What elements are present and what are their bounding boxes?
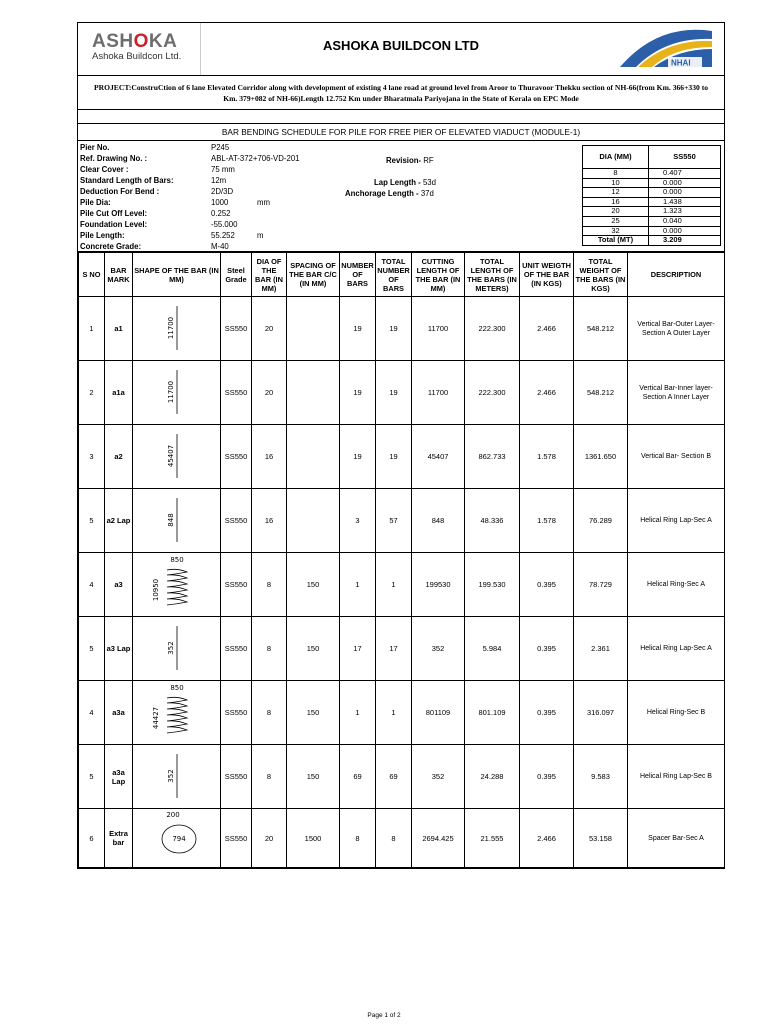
cell-tlen: 222.300: [465, 361, 520, 425]
cell-unit: 0.395: [520, 617, 574, 681]
cell-nbars: 8: [340, 809, 376, 868]
column-header: SHAPE OF THE BAR (IN MM): [133, 253, 221, 297]
column-header: SPACING OF THE BAR C/C (IN MM): [287, 253, 340, 297]
table-row: [79, 681, 725, 745]
column-header: UNIT WEIGTH OF THE BAR (IN KGS): [520, 253, 574, 297]
table-row: [79, 489, 725, 553]
document-header: [78, 23, 724, 76]
pile-info-section: [78, 141, 724, 252]
svg-text:44427: 44427: [151, 706, 160, 729]
revision-label: Revision- RF: [386, 156, 434, 165]
cell-spacing: 1500: [287, 809, 340, 868]
bar-shape-sketch: [133, 489, 221, 553]
nhai-logo: [618, 27, 714, 71]
svg-text:850: 850: [169, 555, 184, 564]
cell-spacing: [287, 361, 340, 425]
info-row-pier: Pier No. P245: [80, 143, 230, 152]
cell-grade: SS550: [221, 745, 252, 809]
cell-grade: SS550: [221, 425, 252, 489]
cell-grade: SS550: [221, 297, 252, 361]
column-header: CUTTING LENGTH OF THE BAR (IN MM): [412, 253, 465, 297]
cell-unit: 1.578: [520, 425, 574, 489]
cell-sno: 5: [79, 745, 105, 809]
cell-tweight: 76.289: [574, 489, 628, 553]
cell-dia: 20: [252, 361, 287, 425]
cell-total: 19: [376, 361, 412, 425]
cell-total: 1: [376, 681, 412, 745]
info-row-std-length: Standard Length of Bars: 12m: [80, 176, 227, 185]
cell-tweight: 548.212: [574, 361, 628, 425]
svg-text:794: 794: [171, 835, 186, 843]
cell-tlen: 862.733: [465, 425, 520, 489]
cell-nbars: 3: [340, 489, 376, 553]
cell-nbars: 19: [340, 361, 376, 425]
cell-tlen: 21.555: [465, 809, 520, 868]
column-header: DIA OF THE BAR (IN MM): [252, 253, 287, 297]
bar-shape-sketch: [133, 297, 221, 361]
ashoka-logo: ASHOKA Ashoka Buildcon Ltd.: [92, 31, 196, 67]
cell-total: 19: [376, 297, 412, 361]
svg-text:11700: 11700: [166, 380, 175, 403]
svg-text:848: 848: [166, 512, 175, 527]
cell-spacing: 150: [287, 617, 340, 681]
cell-tlen: 24.288: [465, 745, 520, 809]
cell-unit: 2.466: [520, 809, 574, 868]
cell-cutting: 848: [412, 489, 465, 553]
cell-dia: 20: [252, 297, 287, 361]
bar-shape-sketch: [133, 361, 221, 425]
cell-cutting: 352: [412, 617, 465, 681]
cell-cutting: 11700: [412, 297, 465, 361]
cell-dia: 8: [252, 553, 287, 617]
cell-desc: Vertical Bar- Section B: [628, 425, 725, 489]
cell-spacing: [287, 297, 340, 361]
table-row: [79, 745, 725, 809]
cell-total: 19: [376, 425, 412, 489]
cell-tlen: 801.109: [465, 681, 520, 745]
cell-nbars: 1: [340, 681, 376, 745]
cell-unit: 0.395: [520, 553, 574, 617]
cell-sno: 5: [79, 617, 105, 681]
cell-sno: 2: [79, 361, 105, 425]
table-row: [79, 809, 725, 868]
cell-mark: a1: [105, 297, 133, 361]
cell-grade: SS550: [221, 361, 252, 425]
info-row-pile-length: Pile Length: 55.252 m: [80, 231, 264, 240]
svg-text:11700: 11700: [166, 316, 175, 339]
cell-total: 69: [376, 745, 412, 809]
cell-sno: 4: [79, 553, 105, 617]
cell-sno: 4: [79, 681, 105, 745]
column-header: Steel Grade: [221, 253, 252, 297]
info-row-pile-dia: Pile Dia: 1000 mm: [80, 198, 270, 207]
schedule-title: BAR BENDING SCHEDULE FOR PILE FOR FREE PIER OF ELEVATED VIADUCT (MODULE-1): [78, 124, 724, 141]
bar-schedule-table: [78, 252, 725, 868]
cell-cutting: 2694.425: [412, 809, 465, 868]
bar-shape-sketch: [133, 617, 221, 681]
column-header: S NO: [79, 253, 105, 297]
info-row-concrete: Concrete Grade: M-40: [80, 242, 229, 251]
svg-text:850: 850: [169, 683, 184, 692]
svg-text:352: 352: [166, 640, 175, 655]
cell-unit: 2.466: [520, 297, 574, 361]
cell-tlen: 222.300: [465, 297, 520, 361]
dia-summary-table: DIA (MM) SS550 8 0.407 10 0.000 12 0.000 16 1.438 20 1.323 25 0.040 32 0.000 Total (MT) 3.209: [582, 145, 721, 246]
cell-desc: Helical Ring-Sec A: [628, 553, 725, 617]
cell-sno: 6: [79, 809, 105, 868]
cell-mark: a2: [105, 425, 133, 489]
info-row-cover: Clear Cover : 75 mm: [80, 165, 235, 174]
cell-tweight: 78.729: [574, 553, 628, 617]
cell-sno: 3: [79, 425, 105, 489]
logo-subtitle: Ashoka Buildcon Ltd.: [92, 51, 182, 62]
cell-tlen: 48.336: [465, 489, 520, 553]
cell-tweight: 1361.650: [574, 425, 628, 489]
cell-total: 57: [376, 489, 412, 553]
cell-nbars: 17: [340, 617, 376, 681]
cell-cutting: 801109: [412, 681, 465, 745]
svg-text:10950: 10950: [151, 578, 160, 601]
company-title: ASHOKA BUILDCON LTD: [323, 38, 479, 53]
svg-text:200: 200: [165, 811, 180, 819]
table-row: [79, 361, 725, 425]
svg-text:352: 352: [166, 768, 175, 783]
cell-nbars: 69: [340, 745, 376, 809]
bar-shape-sketch: [133, 809, 221, 868]
svg-text:45407: 45407: [166, 444, 175, 467]
info-row-foundation: Foundation Level: -55.000: [80, 220, 238, 229]
cell-cutting: 199530: [412, 553, 465, 617]
cell-dia: 8: [252, 617, 287, 681]
cell-unit: 2.466: [520, 361, 574, 425]
cell-sno: 5: [79, 489, 105, 553]
column-header: NUMBER OF BARS: [340, 253, 376, 297]
cell-tweight: 316.097: [574, 681, 628, 745]
bar-shape-sketch: [133, 745, 221, 809]
cell-unit: 1.578: [520, 489, 574, 553]
cell-nbars: 1: [340, 553, 376, 617]
cell-spacing: [287, 489, 340, 553]
column-header: BAR MARK: [105, 253, 133, 297]
column-header: TOTAL LENGTH OF THE BARS (IN METERS): [465, 253, 520, 297]
cell-spacing: 150: [287, 553, 340, 617]
cell-desc: Spacer Bar-Sec A: [628, 809, 725, 868]
bbs-sheet: [77, 22, 725, 869]
table-header-row: [79, 253, 725, 297]
table-row: [79, 297, 725, 361]
cell-tlen: 199.530: [465, 553, 520, 617]
info-row-drawing: Ref. Drawing No. : ABL-AT-372+706-VD-201: [80, 154, 300, 163]
cell-desc: Helical Ring-Sec B: [628, 681, 725, 745]
svg-text:NHAI: NHAI: [671, 58, 691, 68]
info-row-deduction: Deduction For Bend : 2D/3D: [80, 187, 234, 196]
cell-spacing: [287, 425, 340, 489]
cell-tlen: 5.984: [465, 617, 520, 681]
project-description: PROJECT:ConstruCtion of 6 lane Elevated Corridor along with development of existing 4 lane road at ground level from Aroor to Thuravoor Thekku section of NH-66(from Km. 366+330 to Km. 379+082 of NH-66)Length 12.752 Km under Bharatmala Pariyojana in the State of Kerala on EPC Mode: [78, 76, 724, 110]
cell-dia: 8: [252, 745, 287, 809]
cell-total: 17: [376, 617, 412, 681]
column-header: TOTAL WEIGHT OF THE BARS (IN KGS): [574, 253, 628, 297]
cell-sno: 1: [79, 297, 105, 361]
cell-mark: a3 Lap: [105, 617, 133, 681]
cell-dia: 8: [252, 681, 287, 745]
cell-cutting: 45407: [412, 425, 465, 489]
cell-spacing: 150: [287, 745, 340, 809]
cell-grade: SS550: [221, 809, 252, 868]
cell-grade: SS550: [221, 617, 252, 681]
cell-cutting: 352: [412, 745, 465, 809]
cell-tweight: 53.158: [574, 809, 628, 868]
cell-desc: Helical Ring Lap-Sec A: [628, 489, 725, 553]
page-footer: Page 1 of 2: [367, 1012, 401, 1019]
cell-mark: a3a: [105, 681, 133, 745]
cell-unit: 0.395: [520, 745, 574, 809]
cell-desc: Helical Ring Lap-Sec A: [628, 617, 725, 681]
cell-cutting: 11700: [412, 361, 465, 425]
info-row-cutoff: Pile Cut Off Level: 0.252: [80, 209, 231, 218]
table-row: [79, 553, 725, 617]
cell-mark: a3a Lap: [105, 745, 133, 809]
lap-length: Lap Length - 53d: [374, 178, 436, 187]
cell-tweight: 9.583: [574, 745, 628, 809]
cell-grade: SS550: [221, 489, 252, 553]
cell-grade: SS550: [221, 553, 252, 617]
cell-mark: a1a: [105, 361, 133, 425]
cell-tweight: 2.361: [574, 617, 628, 681]
cell-nbars: 19: [340, 425, 376, 489]
cell-total: 8: [376, 809, 412, 868]
bar-shape-sketch: [133, 681, 221, 745]
bar-shape-sketch: [133, 425, 221, 489]
cell-dia: 16: [252, 489, 287, 553]
cell-mark: Extra bar: [105, 809, 133, 868]
cell-total: 1: [376, 553, 412, 617]
cell-dia: 20: [252, 809, 287, 868]
cell-desc: Vertical Bar-Inner layer-Section A Inner Layer: [628, 361, 725, 425]
table-row: [79, 425, 725, 489]
cell-dia: 16: [252, 425, 287, 489]
column-header: DESCRIPTION: [628, 253, 725, 297]
cell-desc: Vertical Bar-Outer Layer-Section A Outer Layer: [628, 297, 725, 361]
cell-nbars: 19: [340, 297, 376, 361]
anchorage-length: Anchorage Length - 37d: [345, 189, 434, 198]
cell-mark: a2 Lap: [105, 489, 133, 553]
cell-tweight: 548.212: [574, 297, 628, 361]
cell-unit: 0.395: [520, 681, 574, 745]
cell-spacing: 150: [287, 681, 340, 745]
bar-shape-sketch: [133, 553, 221, 617]
cell-grade: SS550: [221, 681, 252, 745]
cell-desc: Helical Ring Lap-Sec B: [628, 745, 725, 809]
table-row: [79, 617, 725, 681]
column-header: TOTAL NUMBER OF BARS: [376, 253, 412, 297]
cell-mark: a3: [105, 553, 133, 617]
